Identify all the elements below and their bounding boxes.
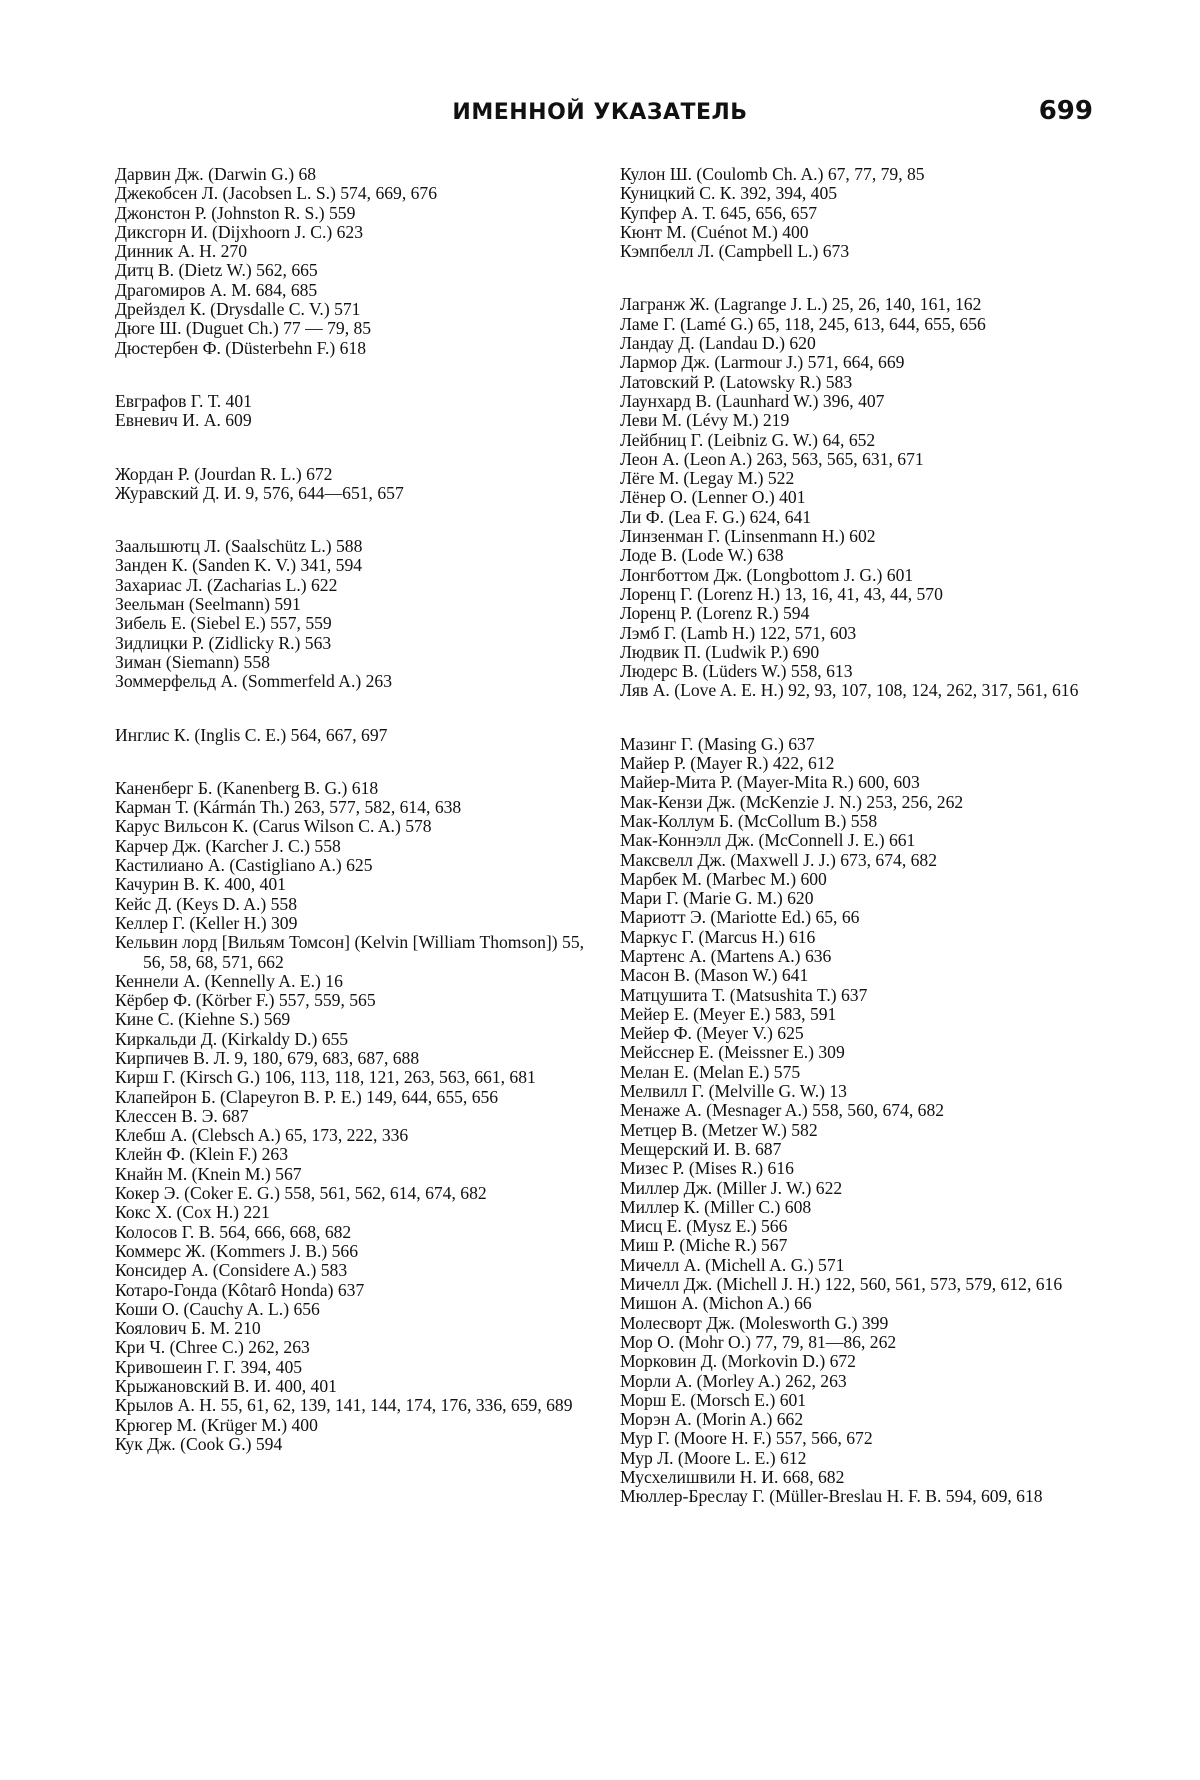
index-entry: Кнайн М. (Knein M.) 567	[115, 1163, 302, 1184]
index-entry: Жордан Р. (Jourdan R. L.) 672	[115, 463, 333, 484]
index-entry: Кюнт М. (Cuénot M.) 400	[620, 221, 809, 242]
index-entry: Евграфов Г. Т. 401	[115, 390, 252, 411]
index-entry: Кокер Э. (Coker E. G.) 558, 561, 562, 614, 674, 682	[115, 1183, 487, 1204]
index-entry: Зидлицки Р. (Zidlicky R.) 563	[115, 632, 332, 653]
index-entry: Мор О. (Mohr O.) 77, 79, 81—86, 262	[620, 1331, 897, 1352]
index-entry: Карман Т. (Kármán Th.) 263, 577, 582, 614, 638	[115, 797, 462, 818]
index-entry: Клебш А. (Clebsch A.) 65, 173, 222, 336	[115, 1125, 409, 1146]
index-entry: Кри Ч. (Chree C.) 262, 263	[115, 1337, 310, 1358]
index-entry: Мак-Коллум Б. (McCollum B.) 558	[620, 810, 878, 831]
index-entry: Каненберг Б. (Kanenberg B. G.) 618	[115, 777, 379, 798]
index-entry: Лагранж Ж. (Lagrange J. L.) 25, 26, 140, 161, 162	[620, 294, 982, 315]
index-entry: Латовский Р. (Latowsky R.) 583	[620, 371, 853, 392]
index-letter-group	[620, 165, 1090, 261]
index-entry: Мисц Е. (Mysz E.) 566	[620, 1216, 788, 1237]
index-entry: Мещерский И. В. 687	[620, 1138, 782, 1159]
index-entry: Мелвилл Г. (Melville G. W.) 13	[620, 1081, 847, 1102]
index-entry: Лёнер О. (Lenner O.) 401	[620, 487, 806, 508]
index-entry: Линзенман Г. (Linsenmann H.) 602	[620, 526, 876, 547]
index-entry: Мюллер-Бреслау Г. (Müller-Breslau H. F. B. 594, 609, 618	[620, 1486, 1043, 1507]
index-column-left	[115, 165, 585, 1454]
index-entry: Дарвин Дж. (Darwin G.) 68	[115, 164, 317, 184]
index-entry: Зиман (Siemann) 558	[115, 651, 270, 672]
index-entry: Маркус Г. (Marcus H.) 616	[620, 926, 816, 947]
index-entry: Леви М. (Lévy M.) 219	[620, 410, 790, 431]
index-entry: Коши О. (Cauchy A. L.) 656	[115, 1298, 320, 1319]
index-entry: Людерс В. (Lüders W.) 558, 613	[620, 661, 853, 682]
index-entry: Мизес Р. (Mises R.) 616	[620, 1158, 794, 1179]
index-entry: Крюгер М. (Krüger M.) 400	[115, 1414, 318, 1435]
index-entry: Масон В. (Mason W.) 641	[620, 965, 809, 986]
index-entry: Журавский Д. И. 9, 576, 644—651, 657	[115, 482, 404, 503]
index-entry: Драгомиров А. М. 684, 685	[115, 279, 318, 300]
index-entry: Дитц В. (Dietz W.) 562, 665	[115, 260, 318, 281]
index-entry: Морковин Д. (Morkovin D.) 672	[620, 1351, 856, 1372]
index-entry: Ламе Г. (Lamé G.) 65, 118, 245, 613, 644, 655, 656	[620, 313, 986, 334]
index-entry: Лаунхард В. (Launhard W.) 396, 407	[620, 390, 885, 411]
index-entry: Заальшютц Л. (Saalschütz L.) 588	[115, 536, 363, 557]
page-title: ИМЕННОЙ УКАЗАТЕЛЬ	[452, 100, 748, 125]
index-entry: Келлер Г. (Keller H.) 309	[115, 912, 298, 933]
index-entry: Купфер А. Т. 645, 656, 657	[620, 202, 818, 223]
index-letter-group	[115, 392, 585, 431]
running-header	[0, 96, 1200, 136]
index-entry: Кине С. (Kiehne S.) 569	[115, 1009, 291, 1030]
index-entry: Кеннели А. (Kennelly A. E.) 16	[115, 970, 343, 991]
index-entry: Зеельман (Seelmann) 591	[115, 594, 301, 615]
index-entry: Ляв А. (Love A. E. H.) 92, 93, 107, 108, 124, 262, 317, 561, 616	[620, 680, 1079, 701]
index-entry: Мичелл Дж. (Michell J. H.) 122, 560, 561, 573, 579, 612, 616	[620, 1274, 1063, 1295]
index-letter-group	[115, 165, 585, 358]
index-entry: Мариотт Э. (Mariotte Ed.) 65, 66	[620, 907, 860, 928]
index-entry: Кёрбер Ф. (Körber F.) 557, 559, 565	[115, 990, 376, 1011]
index-entry: Карчер Дж. (Karcher J. C.) 558	[115, 835, 341, 856]
index-entry: Кэмпбелл Л. (Campbell L.) 673	[620, 241, 850, 262]
index-entry: Метцер В. (Metzer W.) 582	[620, 1119, 818, 1140]
index-entry: Лоренц Г. (Lorenz H.) 13, 16, 41, 43, 44, 570	[620, 583, 943, 604]
page-number: 699	[1038, 96, 1093, 126]
index-entry: Диксгорн И. (Dijxhoorn J. C.) 623	[115, 221, 364, 242]
index-entry: Мейер Ф. (Meyer V.) 625	[620, 1023, 804, 1044]
index-entry: Морли А. (Morley A.) 262, 263	[620, 1370, 847, 1391]
index-entry: Максвелл Дж. (Maxwell J. J.) 673, 674, 682	[620, 849, 938, 870]
index-entry: Крыжановский В. И. 400, 401	[115, 1376, 337, 1397]
index-entry: Коммерс Ж. (Kommers J. B.) 566	[115, 1240, 359, 1261]
index-entry: Марбек М. (Marbec M.) 600	[620, 868, 827, 889]
index-entry: Кривошеин Г. Г. 394, 405	[115, 1356, 303, 1377]
index-entry: Лармор Дж. (Larmour J.) 571, 664, 669	[620, 352, 905, 373]
index-entry: Мелан Е. (Melan E.) 575	[620, 1061, 801, 1082]
index-entry: Мур Г. (Moore H. F.) 557, 566, 672	[620, 1428, 873, 1449]
index-entry: Ли Ф. (Lea F. G.) 624, 641	[620, 506, 812, 527]
index-entry: Кулон Ш. (Coulomb Ch. A.) 67, 77, 79, 85	[620, 164, 925, 184]
index-entry: Котаро-Гонда (Kôtarô Honda) 637	[115, 1279, 365, 1300]
index-entry: Инглис К. (Inglis C. E.) 564, 667, 697	[115, 724, 388, 745]
index-entry: Мартенс А. (Martens A.) 636	[620, 945, 832, 966]
index-entry: Мазинг Г. (Masing G.) 637	[620, 733, 815, 754]
index-entry: Миллер К. (Miller C.) 608	[620, 1196, 812, 1217]
index-entry: Миллер Дж. (Miller J. W.) 622	[620, 1177, 843, 1198]
index-entry: Мичелл А. (Michell A. G.) 571	[620, 1254, 845, 1275]
index-entry: Кокс Х. (Cox H.) 221	[115, 1202, 270, 1223]
index-entry: Зибель Е. (Siebel E.) 557, 559	[115, 613, 332, 634]
index-letter-group	[620, 295, 1090, 700]
index-entry: Клейн Ф. (Klein F.) 263	[115, 1144, 289, 1165]
index-entry: Динник А. Н. 270	[115, 241, 248, 262]
index-entry: Кельвин лорд [Вильям Томсон] (Kelvin [William Thomson]) 55, 56, 58, 68, 571, 662	[115, 932, 585, 972]
index-entry: Киркальди Д. (Kirkaldy D.) 655	[115, 1028, 349, 1049]
index-entry: Захариас Л. (Zacharias L.) 622	[115, 574, 338, 595]
index-entry: Майер Р. (Mayer R.) 422, 612	[620, 753, 835, 774]
index-letter-group	[115, 465, 585, 504]
index-entry: Колосов Г. В. 564, 666, 668, 682	[115, 1221, 352, 1242]
index-entry: Лейбниц Г. (Leibniz G. W.) 64, 652	[620, 429, 876, 450]
index-entry: Занден К. (Sanden K. V.) 341, 594	[115, 555, 363, 576]
index-entry: Дюге Ш. (Duguet Ch.) 77 — 79, 85	[115, 318, 372, 339]
index-entry: Мусхелишвили Н. И. 668, 682	[620, 1467, 845, 1487]
index-letter-group	[115, 537, 585, 691]
index-entry: Лоренц Р. (Lorenz R.) 594	[620, 603, 810, 624]
index-entry: Людвик П. (Ludwik P.) 690	[620, 641, 820, 662]
index-column-right	[620, 165, 1090, 1507]
index-entry: Миш Р. (Miche R.) 567	[620, 1235, 788, 1256]
index-entry: Джекобсен Л. (Jacobsen L. S.) 574, 669, 676	[115, 183, 438, 204]
index-entry: Лоде В. (Lode W.) 638	[620, 545, 784, 566]
index-entry: Куницкий С. К. 392, 394, 405	[620, 183, 838, 204]
index-entry: Кирпичев В. Л. 9, 180, 679, 683, 687, 688	[115, 1047, 420, 1068]
index-entry: Консидер А. (Considere A.) 583	[115, 1260, 348, 1281]
index-entry: Мак-Коннэлл Дж. (McConnell J. E.) 661	[620, 830, 916, 851]
index-entry: Коялович Б. М. 210	[115, 1318, 261, 1339]
index-entry: Мак-Кензи Дж. (McKenzie J. N.) 253, 256, 262	[620, 791, 964, 812]
index-entry: Кук Дж. (Cook G.) 594	[115, 1433, 283, 1454]
index-entry: Кастилиано А. (Castigliano A.) 625	[115, 855, 373, 876]
index-entry: Лёге М. (Legay M.) 522	[620, 468, 795, 489]
index-entry: Мишон А. (Michon A.) 66	[620, 1293, 812, 1314]
index-entry: Майер-Мита Р. (Mayer-Mita R.) 600, 603	[620, 772, 920, 793]
index-entry: Кирш Г. (Kirsch G.) 106, 113, 118, 121, 263, 563, 661, 681	[115, 1067, 536, 1088]
index-entry: Мур Л. (Moore L. E.) 612	[620, 1447, 807, 1468]
index-entry: Леон А. (Leon A.) 263, 563, 565, 631, 671	[620, 448, 924, 469]
index-entry: Кейс Д. (Keys D. A.) 558	[115, 893, 297, 914]
index-entry: Крылов А. Н. 55, 61, 62, 139, 141, 144, 174, 176, 336, 659, 689	[115, 1395, 573, 1416]
index-entry: Зоммерфельд А. (Sommerfeld A.) 263	[115, 671, 393, 692]
index-entry: Клапейрон Б. (Clapeyron B. P. E.) 149, 644, 655, 656	[115, 1086, 499, 1107]
index-entry: Карус Вильсон К. (Carus Wilson C. A.) 578	[115, 816, 432, 837]
index-entry: Морэн А. (Morin A.) 662	[620, 1409, 804, 1430]
index-letter-group	[620, 735, 1090, 1507]
index-entry: Лонгботтом Дж. (Longbottom J. G.) 601	[620, 564, 914, 585]
index-entry: Дрейздел К. (Drysdalle C. V.) 571	[115, 299, 361, 320]
index-entry: Молесворт Дж. (Molesworth G.) 399	[620, 1312, 889, 1333]
index-entry: Евневич И. А. 609	[115, 410, 252, 431]
index-entry: Матцушита Т. (Matsushita T.) 637	[620, 984, 868, 1005]
index-entry: Мейсснер Е. (Meissner E.) 309	[620, 1042, 845, 1063]
index-entry: Мари Г. (Marie G. M.) 620	[620, 888, 814, 909]
index-entry: Клессен В. Э. 687	[115, 1105, 249, 1126]
index-letter-group	[115, 726, 585, 745]
index-entry: Мейер Е. (Meyer E.) 583, 591	[620, 1003, 837, 1024]
index-entry: Качурин В. К. 400, 401	[115, 874, 286, 895]
index-entry: Лэмб Г. (Lamb H.) 122, 571, 603	[620, 622, 857, 643]
index-entry: Менаже А. (Mesnager A.) 558, 560, 674, 682	[620, 1100, 945, 1121]
index-entry: Ландау Д. (Landau D.) 620	[620, 333, 816, 354]
index-entry: Джонстон Р. (Johnston R. S.) 559	[115, 202, 356, 223]
index-entry: Дюстербен Ф. (Düsterbehn F.) 618	[115, 337, 367, 358]
index-entry: Морш Е. (Morsch E.) 601	[620, 1389, 807, 1410]
index-letter-group	[115, 779, 585, 1454]
